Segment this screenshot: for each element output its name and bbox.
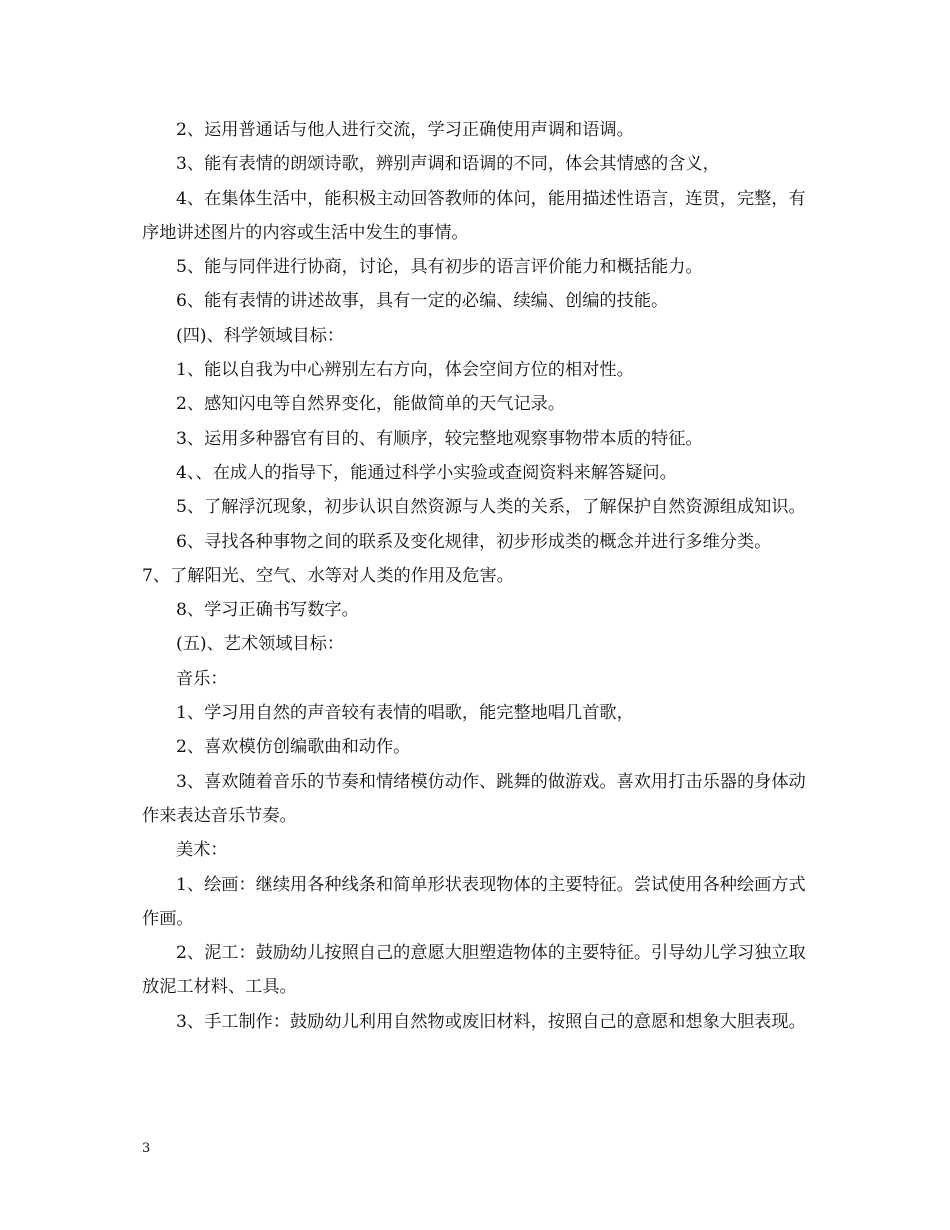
paragraph: 3、运用多种器官有目的、有顺序，较完整地观察事物带本质的特征。: [176, 428, 703, 449]
paragraph: 3、喜欢随着音乐的节奏和情绪模仿动作、跳舞的做游戏。喜欢用打击乐器的身体动作来表达音乐节奏。: [142, 771, 806, 826]
paragraph: 2、泥工：鼓励幼儿按照自己的意愿大胆塑造物体的主要特征。引导幼儿学习独立取放泥工材料、工具。: [142, 943, 806, 998]
paragraph: 1、学习用自然的声音较有表情的唱歌，能完整地唱几首歌，: [176, 703, 634, 724]
paragraph: 8、学习正确书写数字。: [176, 600, 359, 621]
paragraph: 5、能与同伴进行协商，讨论，具有初步的语言评价能力和概括能力。: [176, 257, 703, 278]
page-number: 3: [142, 1141, 151, 1156]
subsection-heading: 美术：: [176, 840, 228, 861]
section-heading: (四)、科学领域目标：: [176, 325, 345, 346]
document-body: [142, 113, 816, 1039]
paragraph: 2、感知闪电等自然界变化，能做简单的天气记录。: [176, 394, 566, 415]
paragraph: 1、绘画：继续用各种线条和简单形状表现物体的主要特征。尝试使用各种绘画方式作画。: [142, 874, 806, 929]
paragraph: 7、了解阳光、空气、水等对人类的作用及危害。: [142, 565, 514, 586]
paragraph: 4、在集体生活中，能积极主动回答教师的体问，能用描述性语言，连贯，完整，有序地讲述图片的内容或生活中发生的事情。: [142, 188, 806, 243]
paragraph: 1、能以自我为中心辨别左右方向，体会空间方位的相对性。: [176, 360, 634, 381]
paragraph: 2、喜欢模仿创编歌曲和动作。: [176, 737, 411, 758]
paragraph: 3、能有表情的朗颂诗歌，辨别声调和语调的不同，体会其情感的含义，: [176, 154, 720, 175]
paragraph: 6、能有表情的讲述故事，具有一定的必编、续编、创编的技能。: [176, 291, 669, 312]
paragraph: 2、运用普通话与他人进行交流，学习正确使用声调和语调。: [176, 120, 634, 140]
paragraph: 5、了解浮沉现象，初步认识自然资源与人类的关系，了解保护自然资源组成知识。: [176, 497, 806, 518]
subsection-heading: 音乐：: [176, 668, 228, 689]
paragraph: 3、手工制作：鼓励幼儿利用自然物或废旧材料，按照自己的意愿和想象大胆表现。: [176, 1011, 806, 1032]
paragraph: 4、、在成人的指导下，能通过科学小实验或查阅资料来解答疑问。: [176, 462, 677, 483]
paragraph: 6、寻找各种事物之间的联系及变化规律，初步形成类的概念并进行多维分类。: [176, 531, 772, 552]
section-heading: (五)、艺术领域目标：: [176, 634, 345, 655]
